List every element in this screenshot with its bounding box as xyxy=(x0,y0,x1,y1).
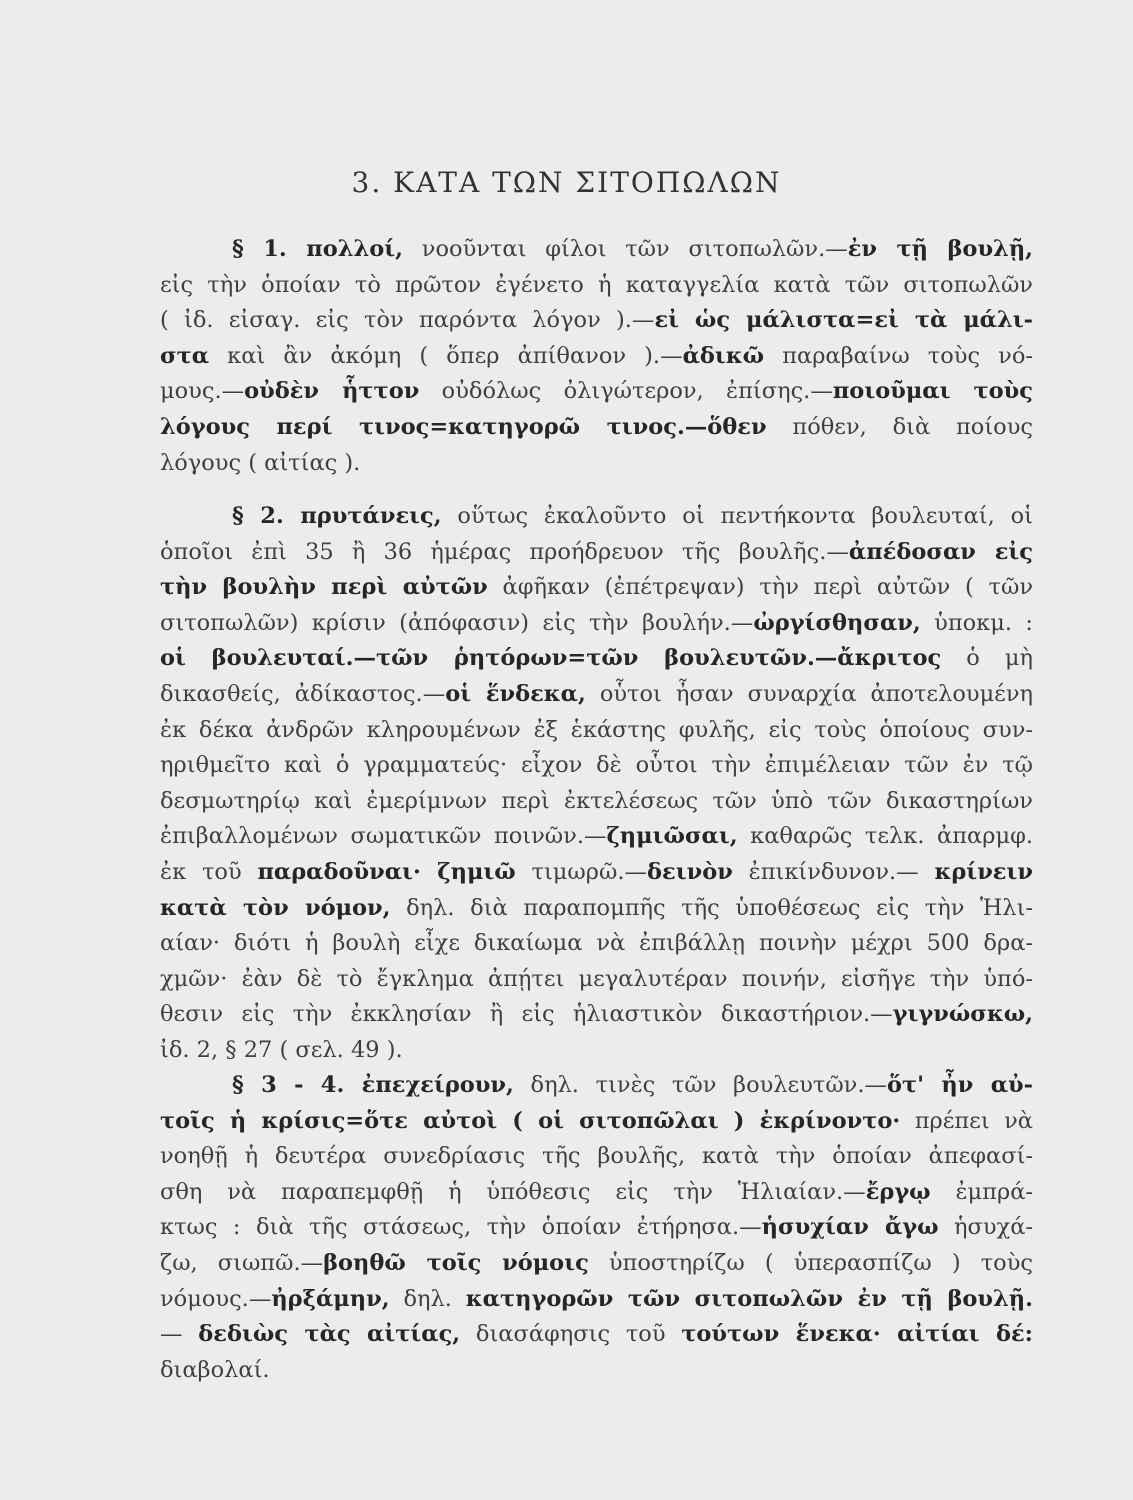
bold-lemma: γιγνώσκω, xyxy=(892,1001,1033,1028)
text-segment: νοηθῇ ἡ δευτέρα συνεδρίασις τῆς βουλῆς, κατὰ τὴν ὁποίαν ἀπεφασί- xyxy=(160,1143,1033,1170)
text-line xyxy=(160,997,1033,1033)
text-line xyxy=(160,677,1033,713)
text-line xyxy=(160,1104,1033,1140)
text-segment: ἐκ τοῦ xyxy=(160,858,258,885)
bold-lemma: πρυτάνεις, xyxy=(300,503,442,529)
bold-lemma: ἐν τῇ βουλῇ, xyxy=(847,236,1033,262)
bold-lemma: ἐπεχείρουν, xyxy=(361,1072,514,1098)
text-line xyxy=(160,962,1033,998)
text-line xyxy=(160,855,1033,891)
bold-lemma: § 1. xyxy=(232,236,307,262)
text-line xyxy=(160,926,1033,962)
text-line xyxy=(160,410,1033,446)
text-segment: κτως : διὰ τῆς στάσεως, τὴν ὁποίαν ἐτήρησα.— xyxy=(160,1214,762,1241)
text-line xyxy=(160,1246,1033,1282)
bold-lemma: στα xyxy=(160,342,210,369)
paragraph-3 xyxy=(160,1068,1033,1388)
bold-lemma: λόγους περί τινος=κατηγορῶ τινος.—ὅθεν xyxy=(160,413,767,440)
bold-lemma: πολλοί, xyxy=(306,236,403,262)
text-line xyxy=(160,1068,1033,1104)
text-segment: ὑποστηρίζω ( ὑπερασπίζω ) τοὺς xyxy=(588,1249,1033,1276)
text-line xyxy=(160,374,1033,410)
text-line xyxy=(160,1175,1033,1211)
bold-lemma: ἠρξάμην, xyxy=(271,1285,390,1312)
text-segment: ἡσυχά- xyxy=(938,1214,1033,1241)
text-segment: νόμους.— xyxy=(160,1285,272,1312)
bold-lemma: οὐδὲν ἧττον xyxy=(244,378,420,405)
bold-lemma: ὅτ' ἦν αὐ- xyxy=(887,1072,1033,1098)
text-segment: δηλ. διὰ παραπομπῆς τῆς ὑποθέσεως εἰς τὴν Ἡλι- xyxy=(390,894,1033,921)
text-line xyxy=(160,232,1033,268)
text-segment: τιμωρῶ.— xyxy=(515,858,648,885)
text-segment: ( ἰδ. εἰσαγ. εἰς τὸν παρόντα λόγον ).— xyxy=(160,307,655,334)
text-segment: παραβαίνω τοὺς νό- xyxy=(764,342,1033,369)
text-segment: ἐπιβαλλομένων σωματικῶν ποινῶν.— xyxy=(160,823,607,850)
text-segment: διαβολαί. xyxy=(160,1356,270,1383)
bold-lemma: οἱ ἕνδεκα, xyxy=(445,680,586,707)
text-line xyxy=(160,1033,1033,1069)
text-segment: οὐδόλως ὀλιγώτερον, ἐπίσης.— xyxy=(419,378,833,405)
text-segment: — xyxy=(160,1321,199,1348)
text-line xyxy=(160,748,1033,784)
text-segment: πρέπει νὰ xyxy=(900,1107,1033,1134)
bold-lemma: § 2. xyxy=(232,503,301,529)
bold-lemma: κρίνειν xyxy=(934,858,1033,885)
bold-lemma: οἱ βουλευταί.—τῶν ῥητόρων=τῶν βουλευτῶν.—ἄκριτος xyxy=(160,645,942,672)
text-line xyxy=(160,1353,1033,1389)
text-segment: ὁ μὴ xyxy=(941,645,1033,672)
text-line xyxy=(160,1139,1033,1175)
text-segment: νοοῦνται φίλοι τῶν σιτοπωλῶν.— xyxy=(403,236,848,262)
text-segment: δικασθείς, ἀδίκαστος.— xyxy=(160,680,446,707)
bold-lemma: ποιοῦμαι τοὺς xyxy=(832,378,1033,405)
text-line xyxy=(160,1317,1033,1353)
text-line xyxy=(160,446,1033,482)
text-line xyxy=(160,268,1033,304)
text-segment: εἰς τὴν ὁποίαν τὸ πρῶτον ἐγένετο ἡ καταγγελία κατὰ τῶν σιτοπωλῶν xyxy=(160,271,1033,298)
bold-lemma: ἀδικῶ xyxy=(682,342,765,369)
text-segment: ἐκ δέκα ἀνδρῶν κληρουμένων ἐξ ἑκάστης φυλῆς, εἰς τοὺς ὁποίους συν- xyxy=(160,716,1033,743)
text-line xyxy=(160,339,1033,375)
text-segment: δηλ. τινὲς τῶν βουλευτῶν.— xyxy=(513,1072,888,1098)
text-segment: σθη νὰ παραπεμφθῇ ἡ ὑπόθεσις εἰς τὴν Ἡλιαίαν.— xyxy=(160,1178,866,1205)
bold-lemma: τοῖς ἡ κρίσις=ὅτε αὐτοὶ ( οἱ σιτοπῶλαι ) ἐκρίνοντο· xyxy=(160,1107,901,1134)
paragraph-1 xyxy=(160,232,1033,481)
text-line xyxy=(160,303,1033,339)
text-segment: καὶ ἂν ἀκόμη ( ὅπερ ἀπίθανον ).— xyxy=(209,342,683,369)
text-line xyxy=(160,535,1033,571)
bold-lemma: κατηγορῶν τῶν σιτοπωλῶν ἐν τῇ βουλῇ. xyxy=(465,1285,1033,1312)
text-segment: διασάφησις τοῦ xyxy=(460,1321,682,1348)
text-line xyxy=(160,713,1033,749)
text-line xyxy=(160,1210,1033,1246)
text-segment: ζω, σιωπῶ.— xyxy=(160,1249,324,1276)
text-segment: σιτοπωλῶν) κρίσιν (ἀπόφασιν) εἰς τὴν βουλήν.— xyxy=(160,609,754,636)
bold-lemma: παραδοῦναι· ζημιῶ xyxy=(257,858,516,885)
text-segment: ηριθμεῖτο καὶ ὁ γραμματεύς· εἶχον δὲ οὗτοι τὴν ἐπιμέλειαν τῶν ἐν τῷ xyxy=(160,752,1033,779)
text-line xyxy=(160,570,1033,606)
bold-lemma: ἀπέδοσαν εἰς xyxy=(848,538,1033,565)
text-segment: οὗτοι ἦσαν συναρχία ἀποτελουμένη xyxy=(585,680,1033,707)
bold-lemma: δεδιὼς τὰς αἰτίας, xyxy=(198,1321,461,1348)
text-line xyxy=(160,784,1033,820)
text-segment: ἀφῆκαν (ἐπέτρεψαν) τὴν περὶ αὐτῶν ( τῶν xyxy=(487,574,1033,601)
bold-lemma: κατὰ τὸν νόμον, xyxy=(160,894,391,921)
page-title: 3. ΚΑΤΑ ΤΩΝ ΣΙΤΟΠΩΛΩΝ xyxy=(351,166,782,199)
bold-lemma: τὴν βουλὴν περὶ αὐτῶν xyxy=(160,574,488,601)
text-segment: ἐμπρά- xyxy=(930,1178,1033,1205)
text-line xyxy=(160,891,1033,927)
text-segment: πόθεν, διὰ ποίους xyxy=(766,413,1033,440)
text-segment: μους.— xyxy=(160,378,245,405)
text-segment: λόγους ( αἰτίας ). xyxy=(160,449,361,476)
text-line xyxy=(160,819,1033,855)
text-segment: ὑποκμ. : xyxy=(920,609,1033,636)
text-segment: ἐπικίνδυνον.— xyxy=(732,858,935,885)
bold-lemma: τούτων ἕνεκα· αἰτίαι δέ: xyxy=(681,1321,1033,1348)
bold-lemma: ὠργίσθησαν, xyxy=(753,609,921,636)
bold-lemma: δεινὸν xyxy=(647,858,733,885)
text-line xyxy=(160,641,1033,677)
text-line xyxy=(160,499,1033,535)
text-segment: θεσιν εἰς τὴν ἐκκλησίαν ἢ εἰς ἡλιαστικὸν δικαστήριον.— xyxy=(160,1001,893,1028)
bold-lemma: εἰ ὡς μάλιστα=εἰ τὰ μάλι- xyxy=(654,307,1033,334)
text-segment: δηλ. xyxy=(389,1285,466,1312)
bold-lemma: § 3 - 4. xyxy=(232,1072,362,1098)
text-segment: χμῶν· ἐὰν δὲ τὸ ἔγκλημα ἀπῄτει μεγαλυτέραν ποινήν, εἰσῆγε τὴν ὑπό- xyxy=(160,965,1033,992)
paragraph-2 xyxy=(160,499,1033,1069)
text-line xyxy=(160,606,1033,642)
bold-lemma: ἔργῳ xyxy=(865,1178,931,1205)
text-segment: ὁποῖοι ἐπὶ 35 ἢ 36 ἡμέρας προήδρευον τῆς βουλῆς.— xyxy=(160,538,849,565)
text-segment: δεσμωτηρίῳ καὶ ἐμερίμνων περὶ ἐκτελέσεως τῶν ὑπὸ τῶν δικαστηρίων xyxy=(160,787,1033,814)
text-line xyxy=(160,1282,1033,1318)
text-segment: οὕτως ἐκαλοῦντο οἱ πεντήκοντα βουλευταί, οἱ xyxy=(441,503,1033,529)
bold-lemma: ἡσυχίαν ἄγω xyxy=(761,1214,939,1241)
text-segment: καθαρῶς τελκ. ἀπαρμφ. xyxy=(737,823,1033,850)
text-segment: αίαν· διότι ἡ βουλὴ εἶχε δικαίωμα νὰ ἐπιβάλλῃ ποινὴν μέχρι 500 δρα- xyxy=(160,930,1033,957)
bold-lemma: ζημιῶσαι, xyxy=(606,823,738,850)
text-segment: ἰδ. 2, § 27 ( σελ. 49 ). xyxy=(160,1036,403,1063)
bold-lemma: βοηθῶ τοῖς νόμοις xyxy=(323,1249,589,1276)
